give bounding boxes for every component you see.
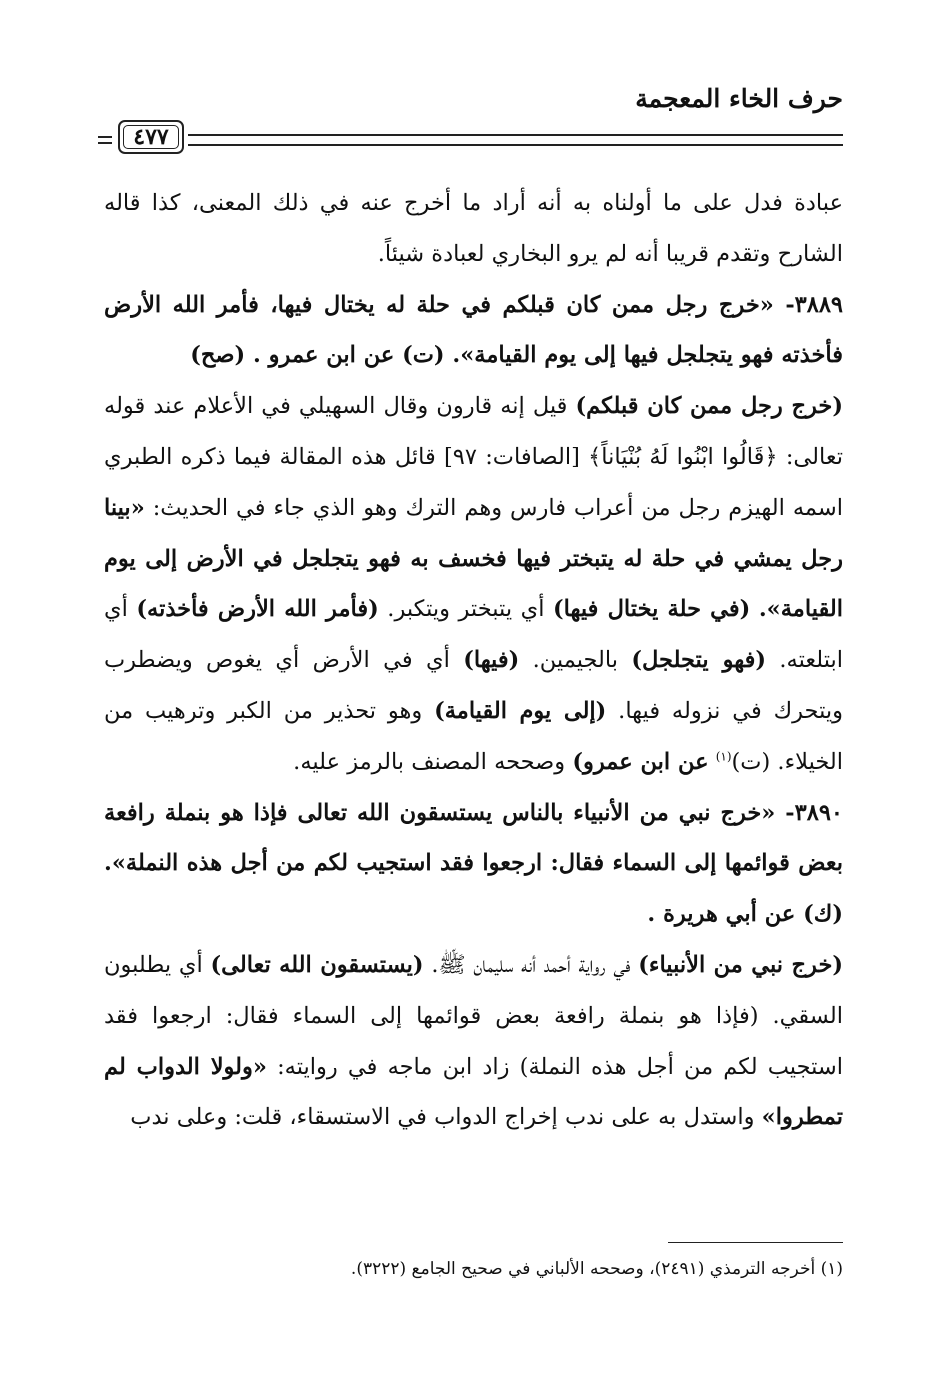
commentary-quote: عن ابن عمرو)	[572, 748, 709, 775]
commentary-text: بالجيمين.	[519, 647, 632, 674]
commentary-3890	[104, 940, 843, 1143]
paragraph-continuation: عبادة فدل على ما أولناه به أنه أراد ما أخرج عنه في ذلك المعنى، كذا قاله الشارح وتقدم قريبا أنه لم يرو البخاري لعبادة شيئاً.	[104, 190, 843, 267]
hadith-3889: ٣٨٨٩- «خرج رجل ممن كان قبلكم في حلة له يختال فيها، فأمر الله الأرض فأخذته فهو يتجلجل فيها إلى يوم القيامة». (ت) عن ابن عمرو . (صح)	[104, 291, 843, 369]
commentary-text	[709, 749, 716, 775]
commentary-quote: (يستسقون الله تعالى)	[210, 951, 424, 978]
commentary-text: واستدل به على ندب إخراج الدواب في الاستسقاء، قلت: وعلى ندب	[130, 1104, 762, 1131]
commentary-text: قيل إنه قارون وقال السهيلي في الأعلام عند قوله تعالى: ﴿قَالُوا ابْنُوا لَهُ بُنْيَاناً﴾ [الصافات: ٩٧] قائل هذه المقالة فيما ذكره الطبري اسمه الهيزم رجل من أعراب فارس وهم الترك وهو الذي جاء في الحديث:	[104, 393, 843, 521]
header-double-rule	[188, 134, 843, 146]
commentary-quote: (خرج نبي من الأنبياء)	[638, 951, 844, 978]
page-number: ٤٧٧	[133, 124, 169, 150]
commentary-quote: (فهو يتجلجل)	[631, 647, 767, 674]
header-rule-tick	[98, 136, 112, 144]
footnote-divider	[668, 1242, 843, 1243]
commentary-text: أي في الأرض أي يغوص ويضطرب ويتحرك في نزوله فيها.	[104, 647, 843, 724]
commentary-text: أي ابتلعته.	[104, 596, 844, 674]
commentary-text: في رواية أحمد أنه سليمان ﷺ.	[423, 951, 639, 978]
commentary-text: وهو تحذير من الكبر وترهيب من الخيلاء. (ت)	[104, 697, 843, 775]
commentary-quote: «ولولا الدواب لم تمطروا»	[104, 1053, 843, 1131]
commentary-quote: «بينا رجل يمشي في حلة له يتبختر فيها فخسف به فهو يتجلجل في الأرض إلى يوم القيامة».	[104, 494, 843, 623]
running-head-title: حرف الخاء المعجمة	[635, 84, 843, 113]
footnote-marker: (١)	[715, 749, 732, 764]
main-text	[104, 178, 843, 1143]
commentary-text: أي يتبختر ويتكبر.	[378, 596, 553, 623]
commentary-text: أي يطلبون السقي. (فإذا هو بنملة رافعة بعض قوائمها إلى السماء فقال: ارجعوا فقد استجيب لكم من أجل هذه النملة) زاد ابن ماجه في روايته:	[104, 951, 844, 1080]
commentary-3889	[104, 381, 843, 787]
commentary-quote: (إلى يوم القيامة)	[434, 697, 607, 724]
page-number-frame	[118, 120, 184, 154]
commentary-quote: (فيها)	[463, 647, 520, 674]
commentary-quote: (في حلة يختال فيها)	[552, 596, 751, 623]
footnote-1: (١) أخرجه الترمذي (٢٤٩١)، وصححه الألباني في صحيح الجامع (٣٢٢٢).	[350, 1259, 843, 1279]
commentary-quote: (فأمر الله الأرض فأخذته)	[136, 596, 379, 623]
hadith-3890: ٣٨٩٠- «خرج نبي من الأنبياء بالناس يستسقون الله تعالى فإذا هو بنملة رافعة بعض قوائمها إلى السماء فقال: ارجعوا فقد استجيب لكم من أجل هذه النملة». (ك) عن أبي هريرة .	[104, 799, 843, 928]
commentary-text: وصححه المصنف بالرمز عليه.	[293, 748, 573, 775]
commentary-text	[750, 596, 759, 622]
commentary-quote: (خرج رجل ممن كان قبلكم)	[575, 393, 843, 420]
